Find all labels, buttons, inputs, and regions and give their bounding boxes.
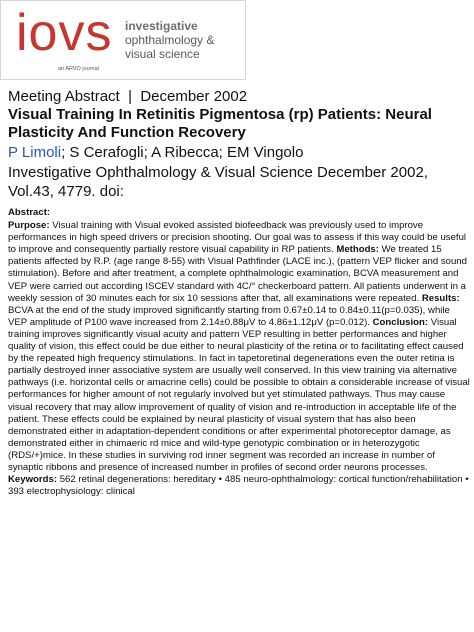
- logo-word-3: visual science: [125, 47, 200, 61]
- results-text: BCVA at the end of the study improved significantly starting from 0.67±0.14 to 0.84±0.11(p=0.035), while VEP amplitude of P100 wave increased from 2.14±0.88μV to 4.86±1.12μV (p=0.012).: [8, 304, 450, 328]
- logo-brand: iovs: [16, 4, 113, 62]
- citation: Investigative Ophthalmology & Visual Science December 2002, Vol.43, 4779. doi:: [8, 164, 428, 200]
- abstract-body: [8, 220, 470, 474]
- methods-label: Methods:: [336, 244, 379, 256]
- conclusion-text: Visual training improves significantly visual acuity and pattern VEP resulting in better performances and higher quality of vision, this effect could be due either to neural plasticity of the retina or to facilitating effect caused by the repeated high frequency stimulations. In fact in tapetoretinal degenerations even the outer retina is partially destroyed inner associative system are usually well conserved. In this view training via alternative pathways (i.e. horizontal cells or amacrine cells) could be possible to obtain a considerable increase of visual performances for higher amount of not regularly involved but yet stimulated pathways. Thus may cause visual recovery that may allow improvement of quality of vision and re-introduction in acceptable life of the patient. These effects could be explained by neural plasticity of visual system that has also been demonstrated either in adaptation-dependent conditions or after experimental photoreceptor damage, as demonstrated either in chimaeric rd mice and wild-type genotypic combination or in heterozygotic (RDS/+)mice. In these studies in surviving rod inner segment was recorded an increase in number of synaptic ribbons and presence of increased number in profiles of second order neurons processes.: [8, 316, 470, 473]
- other-authors: ; S Cerafogli; A Ribecca; EM Vingolo: [61, 144, 304, 161]
- meta-separator: |: [128, 88, 132, 105]
- purpose-label: Purpose:: [8, 220, 50, 232]
- keywords: [8, 474, 470, 498]
- article-date: December 2002: [140, 88, 248, 105]
- author-list: [8, 144, 470, 162]
- abstract: [8, 207, 470, 498]
- logo-tagline: an ARVO journal: [58, 66, 99, 72]
- conclusion-label: Conclusion:: [372, 316, 429, 328]
- first-author-link[interactable]: P Limoli: [8, 144, 62, 161]
- logo-journal-name: [125, 19, 214, 61]
- purpose-text: Visual training with Visual evoked assisted biofeedback was previously used to improve performances in high speed drivers or precision shooting. Our goal was to assess if this way could be useful to improve and consequently partially restore visual capability in RP patients.: [8, 220, 467, 256]
- article-type: Meeting Abstract: [8, 88, 120, 105]
- article-title: Visual Training In Retinitis Pigmentosa (rp) Patients: Neural Plasticity And Function Recovery: [8, 106, 432, 141]
- article-meta: [8, 88, 247, 106]
- journal-logo: [0, 0, 246, 80]
- results-label: Results:: [421, 292, 460, 304]
- keywords-label: Keywords:: [8, 474, 58, 486]
- logo-word-2: ophthalmology &: [125, 33, 215, 47]
- logo-word-1: investigative: [125, 19, 198, 33]
- abstract-heading: Abstract:: [8, 207, 51, 218]
- methods-text: We treated 15 patients affected by R.P. (age range 8-55) with Visual Pathfinder (LACE inc.), (pattern VEP flicker and sound stimulation). Before and after treatment, a complete ophthalmologic examination, BCVA measurement and VEP were carried out according ISCEV standard with 4C/° checkerboard pattern. All patients underwent in a weekly session of 30 minutes each for six 10 sessions after that, all examinations were repeated.: [8, 244, 467, 304]
- keywords-text: 562 retinal degenerations: hereditary • 485 neuro-ophthalmology: cortical function/rehabilitation • 393 electrophysiology: clinical: [8, 474, 469, 498]
